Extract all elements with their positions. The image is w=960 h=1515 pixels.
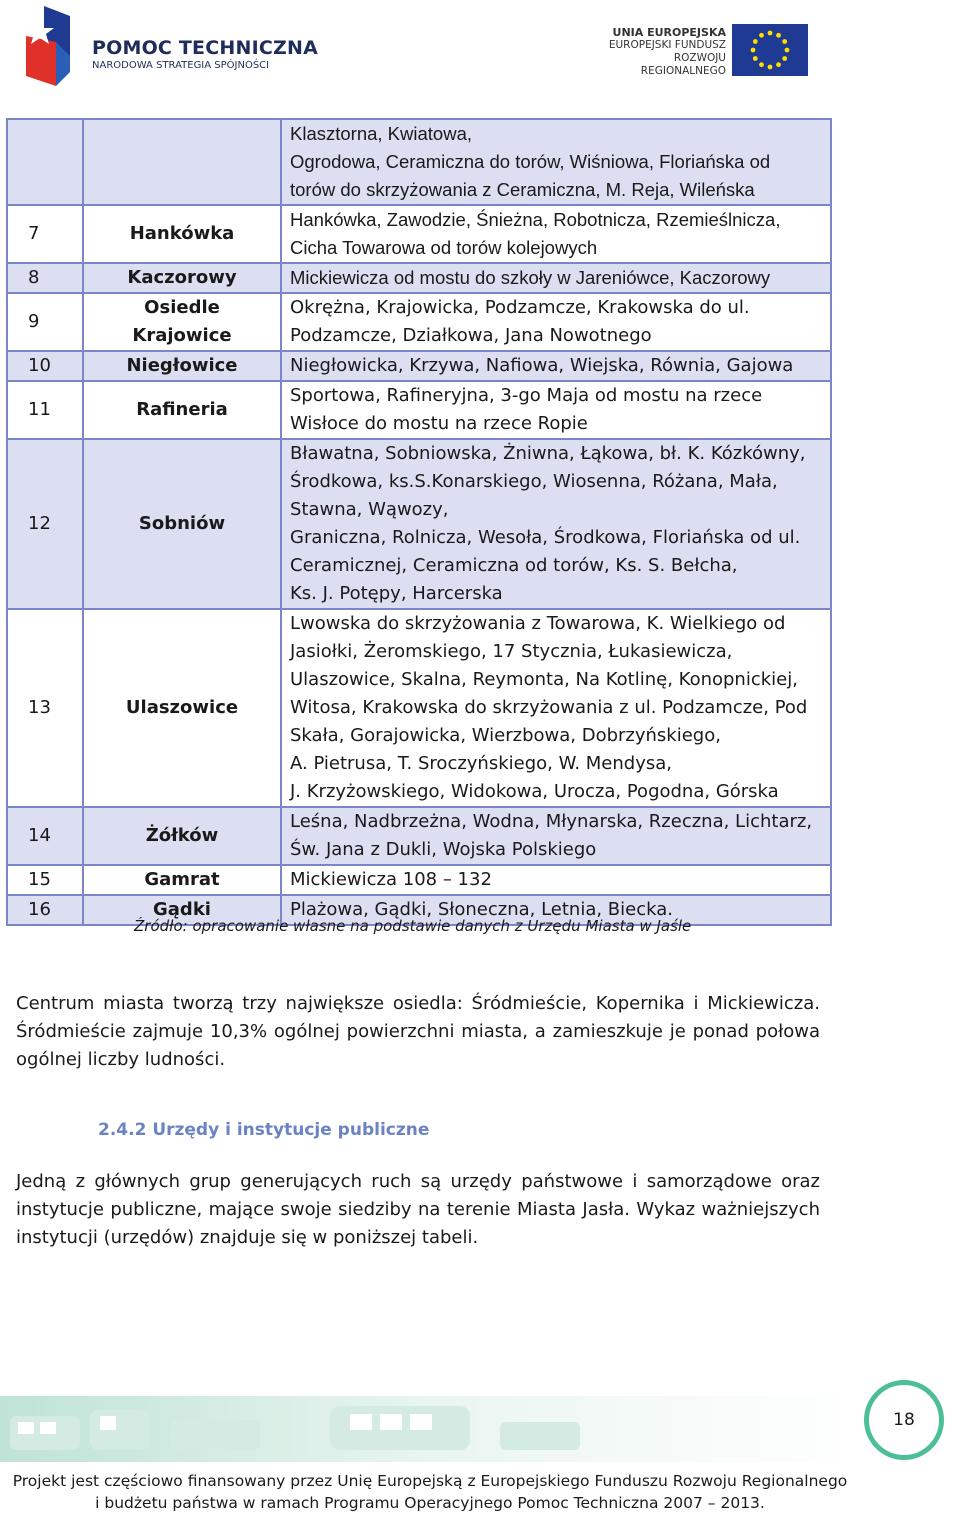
row-number: 13 <box>7 609 83 807</box>
district-name: Kaczorowy <box>83 263 281 293</box>
street-list-line: Hankówka, Zawodzie, Śnieżna, Robotnicza, Rzemieślnicza, <box>290 209 781 230</box>
district-name: Gamrat <box>83 865 281 895</box>
eu-line-1: UNIA EUROPEJSKA <box>612 26 726 39</box>
street-list-line: Bławatna, Sobniowska, Żniwna, Łąkowa, bł. K. Kózkówny, <box>290 443 806 464</box>
street-list-line: Św. Jana z Dukli, Wojska Polskiego <box>290 839 597 860</box>
eu-logo <box>596 24 816 80</box>
district-name <box>83 119 281 205</box>
footer-transport-graphic <box>0 1396 860 1462</box>
district-name: Rafineria <box>83 381 281 439</box>
district-name: Gądki <box>83 895 281 925</box>
street-list-line: torów do skrzyżowania z Ceramiczna, M. Reja, Wileńska <box>290 179 755 200</box>
district-streets <box>281 807 831 865</box>
nss-star-logo-icon <box>26 6 88 86</box>
table-row <box>7 293 831 351</box>
street-list-line: Cicha Towarowa od torów kolejowych <box>290 237 598 258</box>
eu-logo-text <box>596 26 726 78</box>
row-number: 10 <box>7 351 83 381</box>
street-list-line: J. Krzyżowskiego, Widokowa, Urocza, Pogodna, Górska <box>290 781 779 802</box>
row-number: 14 <box>7 807 83 865</box>
street-list-line: Wisłoce do mostu na rzece Ropie <box>290 413 588 434</box>
logo-title: POMOC TECHNICZNA <box>92 37 318 59</box>
eu-line-2: EUROPEJSKI FUNDUSZ <box>608 39 726 51</box>
eu-flag-icon <box>732 24 808 76</box>
pomoc-techniczna-logo <box>26 6 316 86</box>
section-heading: 2.4.2 Urzędy i instytucje publiczne <box>98 1120 430 1140</box>
street-list-line: Podzamcze, Działkowa, Jana Nowotnego <box>290 325 652 346</box>
page-header <box>0 0 960 100</box>
table-row <box>7 381 831 439</box>
street-list-line: Ceramicznej, Ceramiczna od torów, Ks. S. Bełcha, <box>290 555 738 576</box>
district-name: Niegłowice <box>83 351 281 381</box>
table-row <box>7 609 831 807</box>
street-list-line: Skała, Gorajowicka, Wierzbowa, Dobrzyńskiego, <box>290 725 721 746</box>
district-streets <box>281 865 831 895</box>
street-list-line: Mickiewicza 108 – 132 <box>290 869 492 890</box>
street-list-line: Niegłowicka, Krzywa, Nafiowa, Wiejska, Równia, Gajowa <box>290 355 794 376</box>
table-row <box>7 439 831 609</box>
row-number: 12 <box>7 439 83 609</box>
street-list-line: Graniczna, Rolnicza, Wesoła, Środkowa, Floriańska od ul. <box>290 527 801 548</box>
districts-table-body <box>7 119 831 925</box>
logo-subtitle: NARODOWA STRATEGIA SPÓJNOŚCI <box>92 60 270 71</box>
table-source-caption: Źródło: opracowanie własne na podstawie danych z Urzędu Miasta w Jaśle <box>134 917 692 935</box>
paragraph-institutions: Jedną z głównych grup generujących ruch są urzędy państwowe i samorządowe oraz instytucje publiczne, mające swoje siedziby na terenie Miasta Jasła. Wykaz ważniejszych instytucji (urzędów) znajduje się w poniższej tabeli. <box>16 1171 820 1248</box>
street-list-line: Środkowa, ks.S.Konarskiego, Wiosenna, Różana, Mała, <box>290 471 778 492</box>
street-list-line: Ks. J. Potępy, Harcerska <box>290 583 503 604</box>
footer-funding-note <box>0 1470 860 1514</box>
district-name: Żółków <box>83 807 281 865</box>
footer-line-1: Projekt jest częściowo finansowany przez Unię Europejską z Europejskiego Funduszu Rozwoju Regionalnego <box>12 1472 848 1490</box>
street-list-line: Leśna, Nadbrzeżna, Wodna, Młynarska, Rzeczna, Lichtarz, <box>290 811 813 832</box>
eu-line-3: ROZWOJU REGIONALNEGO <box>640 52 726 77</box>
districts-table <box>6 118 832 926</box>
street-list-line: Jasiołki, Żeromskiego, 17 Stycznia, Łukasiewicza, <box>290 641 733 662</box>
table-row <box>7 865 831 895</box>
street-list-line: Ulaszowice, Skalna, Reymonta, Na Kotlinę, Konopnickiej, <box>290 669 798 690</box>
street-list-line: Klasztorna, Kwiatowa, <box>290 123 473 144</box>
district-streets <box>281 381 831 439</box>
row-number: 16 <box>7 895 83 925</box>
table-row <box>7 119 831 205</box>
street-list-line: Lwowska do skrzyżowania z Towarowa, K. Wielkiego od <box>290 613 786 634</box>
street-list-line: Plażowa, Gądki, Słoneczna, Letnia, Biecka. <box>290 899 673 920</box>
district-streets <box>281 119 831 205</box>
street-list-line: Okrężna, Krajowicka, Podzamcze, Krakowska do ul. <box>290 297 750 318</box>
row-number: 15 <box>7 865 83 895</box>
district-streets <box>281 263 831 293</box>
district-streets <box>281 351 831 381</box>
district-streets <box>281 293 831 351</box>
row-number: 11 <box>7 381 83 439</box>
footer-line-2: i budżetu państwa w ramach Programu Operacyjnego Pomoc Techniczna 2007 – 2013. <box>95 1494 765 1512</box>
street-list-line: Mickiewicza od mostu do szkoły w Jareniówce, Kaczorowy <box>290 267 771 288</box>
row-number: 9 <box>7 293 83 351</box>
street-list-line: Ogrodowa, Ceramiczna do torów, Wiśniowa, Floriańska od <box>290 151 771 172</box>
row-number <box>7 119 83 205</box>
page-number-badge <box>864 1380 944 1460</box>
district-streets <box>281 205 831 263</box>
paragraph-city-center: Centrum miasta tworzą trzy największe osiedla: Śródmieście, Kopernika i Mickiewicza. Śródmieście zajmuje 10,3% ogólnej powierzchni miasta, a zamieszkuje je ponad połowa ogólnej liczby ludności. <box>16 993 820 1070</box>
street-list-line: Sportowa, Rafineryjna, 3-go Maja od mostu na rzece <box>290 385 763 406</box>
table-row <box>7 205 831 263</box>
street-list-line: Witosa, Krakowska do skrzyżowania z ul. Podzamcze, Pod <box>290 697 808 718</box>
row-number: 8 <box>7 263 83 293</box>
street-list-line: A. Pietrusa, T. Sroczyńskiego, W. Mendysa, <box>290 753 672 774</box>
street-list-line: Stawna, Wąwozy, <box>290 499 449 520</box>
district-name: Osiedle Krajowice <box>83 293 281 351</box>
district-streets <box>281 609 831 807</box>
table-row <box>7 351 831 381</box>
district-name: Sobniów <box>83 439 281 609</box>
district-streets <box>281 439 831 609</box>
district-name: Ulaszowice <box>83 609 281 807</box>
table-row <box>7 263 831 293</box>
table-row <box>7 807 831 865</box>
row-number: 7 <box>7 205 83 263</box>
district-name: Hankówka <box>83 205 281 263</box>
page-number: 18 <box>893 1410 915 1430</box>
